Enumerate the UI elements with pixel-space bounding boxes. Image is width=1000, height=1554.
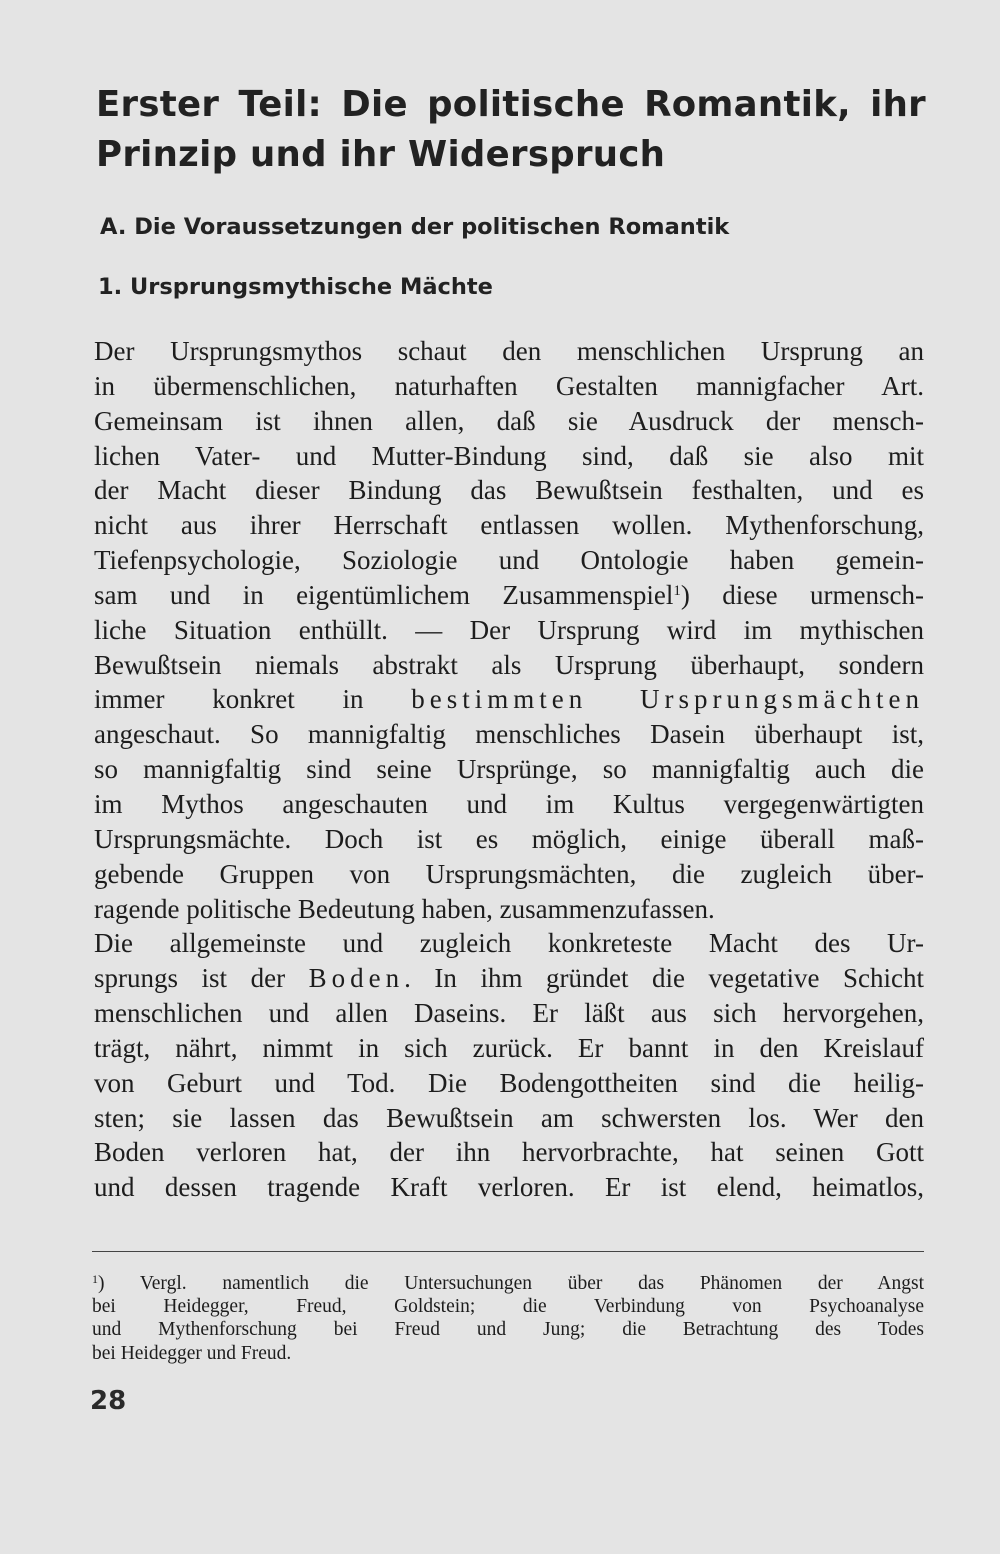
body-line: im Mythos angeschauten und im Kultus vergegenwärtigten	[94, 788, 924, 819]
spaced-emphasis: bestimmten Ursprungsmächten	[411, 684, 924, 715]
footnote-line: bei Heidegger, Freud, Goldstein; die Verbindung von Psychoanalyse	[92, 1296, 924, 1318]
body-line-segment: sam und in eigentümlichem Zusammenspiel	[94, 579, 674, 610]
body-line: Tiefenpsychologie, Soziologie und Ontologie haben gemein-	[94, 545, 924, 576]
body-line: so mannigfaltig sind seine Ursprünge, so mannigfaltig auch die	[94, 754, 924, 785]
body-line: gebende Gruppen von Ursprungsmächten, die zugleich über-	[94, 858, 924, 889]
body-text	[94, 334, 924, 1205]
body-line-segment: . In ihm gründet die vegetative Schicht	[404, 963, 924, 994]
footnote-divider	[92, 1251, 924, 1252]
body-line: lichen Vater- und Mutter-Bindung sind, daß sie also mit	[94, 440, 924, 471]
body-line: Der Ursprungsmythos schaut den menschlichen Ursprung an	[94, 336, 924, 366]
body-line-segment: immer konkret in	[94, 684, 364, 715]
body-line: menschlichen und allen Daseins. Er läßt aus sich hervorgehen,	[94, 998, 924, 1029]
body-line: Ursprungsmächte. Doch ist es möglich, einige überall maß-	[94, 823, 924, 854]
footnote-marker: 1	[92, 1272, 98, 1286]
body-line: von Geburt und Tod. Die Bodengottheiten sind die heilig-	[94, 1067, 924, 1098]
subsection-title: 1. Ursprungsmythische Mächte	[98, 274, 493, 300]
footnote-line-segment: ) Vergl. namentlich die Untersuchungen über das Phänomen der Angst	[98, 1273, 924, 1294]
footnote-line	[92, 1272, 924, 1295]
page-number: 28	[90, 1386, 127, 1416]
body-line: nicht aus ihrer Herrschaft entlassen wollen. Mythenforschung,	[94, 510, 924, 541]
body-line-segment: sprungs ist der	[94, 963, 286, 994]
footnote-line: bei Heidegger und Freud.	[92, 1342, 292, 1364]
body-line: in übermenschlichen, naturhaften Gestalten mannigfacher Art.	[94, 370, 924, 401]
body-line	[94, 578, 924, 613]
body-line: trägt, nährt, nimmt in sich zurück. Er bannt in den Kreislauf	[94, 1032, 924, 1063]
body-line: angeschaut. So mannigfaltig menschliches Dasein überhaupt ist,	[94, 719, 924, 750]
body-line	[94, 961, 924, 996]
section-title: A. Die Voraussetzungen der politischen Romantik	[100, 214, 730, 240]
part-title: Erster Teil: Die politische Romantik, ihr Prinzip und ihr Widerspruch	[96, 84, 926, 175]
body-line: ragende politische Bedeutung haben, zusammenzufassen.	[94, 893, 715, 924]
body-line: Die allgemeinste und zugleich konkreteste Macht des Ur-	[94, 928, 924, 959]
body-line: sten; sie lassen das Bewußtsein am schwersten los. Wer den	[94, 1102, 924, 1133]
footnote	[92, 1272, 924, 1365]
body-line: liche Situation enthüllt. — Der Ursprung wird im mythischen	[94, 614, 924, 645]
body-line: Boden verloren hat, der ihn hervorbrachte, hat seinen Gott	[94, 1137, 924, 1168]
spaced-emphasis: Boden	[308, 963, 405, 994]
body-line: Bewußtsein niemals abstrakt als Ursprung überhaupt, sondern	[94, 649, 924, 680]
body-line-segment: ) diese urmensch-	[680, 579, 924, 610]
body-line: der Macht dieser Bindung das Bewußtsein festhalten, und es	[94, 475, 924, 506]
body-line	[94, 682, 924, 717]
footnote-line: und Mythenforschung bei Freud und Jung; die Betrachtung des Todes	[92, 1319, 924, 1341]
body-line: Gemeinsam ist ihnen allen, daß sie Ausdruck der mensch-	[94, 405, 924, 436]
body-line: und dessen tragende Kraft verloren. Er ist elend, heimatlos,	[94, 1172, 924, 1203]
footnote-reference: 1	[673, 582, 681, 599]
